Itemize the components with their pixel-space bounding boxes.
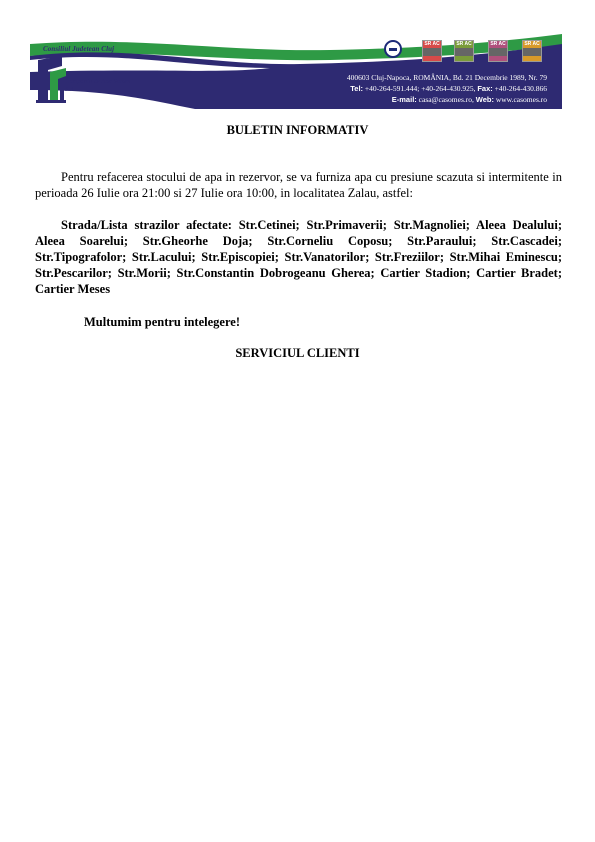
letterhead [0, 0, 595, 115]
certification-badge-2: SR AC [454, 40, 474, 62]
web-label: Web: [475, 95, 494, 104]
certification-badges [384, 40, 544, 64]
company-logo-text: Compania de Apa Somes S.A [65, 78, 131, 93]
web-value[interactable]: www.casomes.ro [495, 95, 547, 104]
notice-paragraph: Pentru refacerea stocului de apa in rezervor, se va furniza apa cu presiune scazuta si intermitente in perioada 26 Iulie ora 21:00 si 27 Iulie ora 10:00, in localitatea Zalau, astfel: [35, 170, 562, 200]
email-label: E-mail: [391, 95, 417, 104]
contact-phone-line [285, 83, 547, 94]
tel-label: Tel: [350, 84, 364, 93]
council-label: Consiliul Judetean Cluj [43, 45, 115, 53]
certification-badge-3: SR AC [488, 40, 508, 62]
contact-address: 400603 Cluj-Napoca, ROMÂNIA, Bd. 21 Decembrie 1989, Nr. 79 [346, 73, 547, 82]
contact-web-line [285, 94, 547, 105]
document-title: BULETIN INFORMATIV [226, 123, 369, 137]
affected-streets-paragraph: Strada/Lista strazilor afectate: Str.Cetinei; Str.Primaverii; Str.Magnoliei; Aleea Dealului; Aleea Soarelui; Str.Gheorhe Doja; Str.Corneliu Coposu; Str.Paraului; Str.Cascadei; Str.Tipografolor; Str.Lacului; Str.Episcopiei; Str.Vanatorilor; Str.Freziilor; Str.Mihai Eminescu; Str.Pescarilor; Str.Morii; Str.Constantin Dobrogeanu Gherea; Cartier Stadion; Cartier Bradet; Cartier Meses [35, 218, 562, 296]
fax-value: +40-264-430.866 [494, 84, 547, 93]
signature-line: SERVICIUL CLIENTI [235, 346, 360, 360]
iso-certification-icon [384, 40, 402, 58]
email-value[interactable]: casa@casomes.ro, [418, 95, 474, 104]
thanks-line: Multumim pentru intelegere! [84, 315, 240, 329]
contact-block [285, 72, 547, 105]
tel-value: +40-264-591.444; +40-264-430.925, [364, 84, 476, 93]
certification-badge-1: SR AC [422, 40, 442, 62]
certification-badge-4: SR AC [522, 40, 542, 62]
fax-label: Fax: [477, 84, 493, 93]
